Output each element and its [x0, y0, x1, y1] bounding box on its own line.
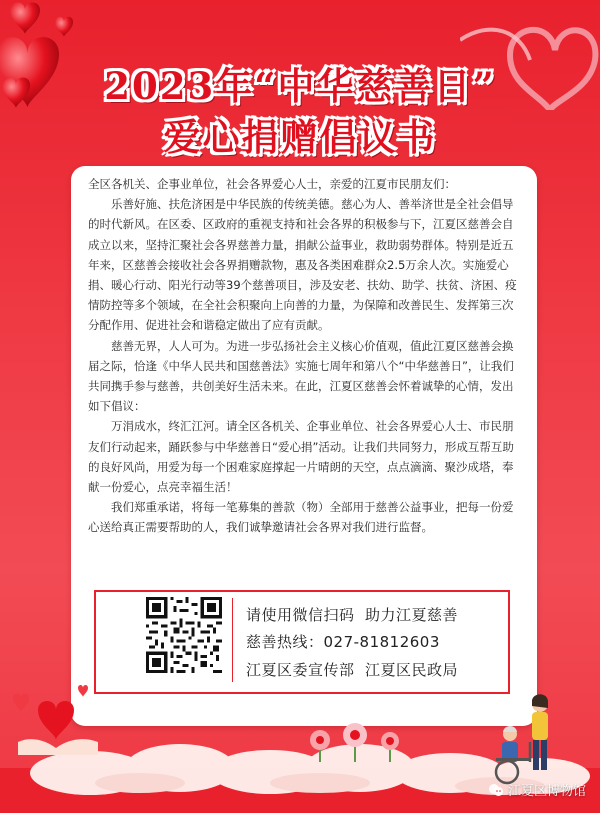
wechat-channel-icon [488, 782, 504, 798]
account-watermark [488, 780, 586, 799]
letter-greeting: 全区各机关、企事业单位，社会各界爱心人士，亲爱的江夏市民朋友们： [88, 177, 456, 191]
account-name: 江夏区博物馆 [507, 784, 586, 799]
letter-paragraph: 乐善好施、扶危济困是中华民族的传统美德。慈心为人、善举济世是全社会倡导的时代新风。在区委、区政府的重视支持和社会各界的积极参与下，江夏区慈善会自成立以来，坚持汇聚社会各界慈善力量，捐献公益事业，救助弱势群体。特别是近五年来，区慈善会接收社会各界捐赠款物，惠及各类困难群众2.5万余人次。实施爱心捐、暖心行动、阳光行动等39个慈善项目，涉及安老、扶幼、助学、扶贫、济困、疫情防控等多个领域，在全社会积聚向上向善的力量，为保障和改善民生、发挥第三次分配作用、促进社会和谐稳定做出了应有贡献。 [88, 197, 517, 333]
page-title-line-1: 2023年“中华慈善日” [104, 64, 496, 108]
box-divider [232, 598, 233, 682]
organizers: 江夏区委宣传部 江夏区民政局 [246, 661, 459, 679]
charity-hotline: 慈善热线：027-81812603 [246, 633, 440, 651]
letter-body [88, 174, 520, 538]
letter-paragraph: 慈善无界，人人可为。为进一步弘扬社会主义核心价值观，值此江夏区慈善会换届之际，恰逢《中华人民共和国慈善法》实施七周年和第八个“中华慈善日”，让我们共同携手参与慈善，共创美好生活未来。在此，江夏区慈善会怀着诚挚的心情，发出如下倡议： [88, 338, 514, 414]
wechat-qr-code[interactable] [146, 597, 222, 673]
letter-paragraph: 万涓成水，终汇江河。请全区各机关、企事业单位、社会各界爱心人士、市民朋友们行动起来，踊跃参与中华慈善日“爱心捐”活动。让我们共同努力，形成互帮互助的良好风尚，用爱为每一个困难家庭撑起一片晴朗的天空，点点滴滴、聚沙成塔，奉献一份爱心，点亮幸福生活！ [88, 419, 514, 495]
scan-instruction: 请使用微信扫码 助力江夏慈善 [246, 606, 459, 624]
clouds-footer-decoration [0, 728, 600, 813]
page-title-line-2: 爱心捐赠倡议书 [163, 115, 437, 159]
letter-paragraph: 我们郑重承诺，将每一笔募集的善款（物）全部用于慈善公益事业，把每一份爱心送给真正需要帮助的人，我们诚挚邀请社会各界对我们进行监督。 [88, 500, 514, 535]
